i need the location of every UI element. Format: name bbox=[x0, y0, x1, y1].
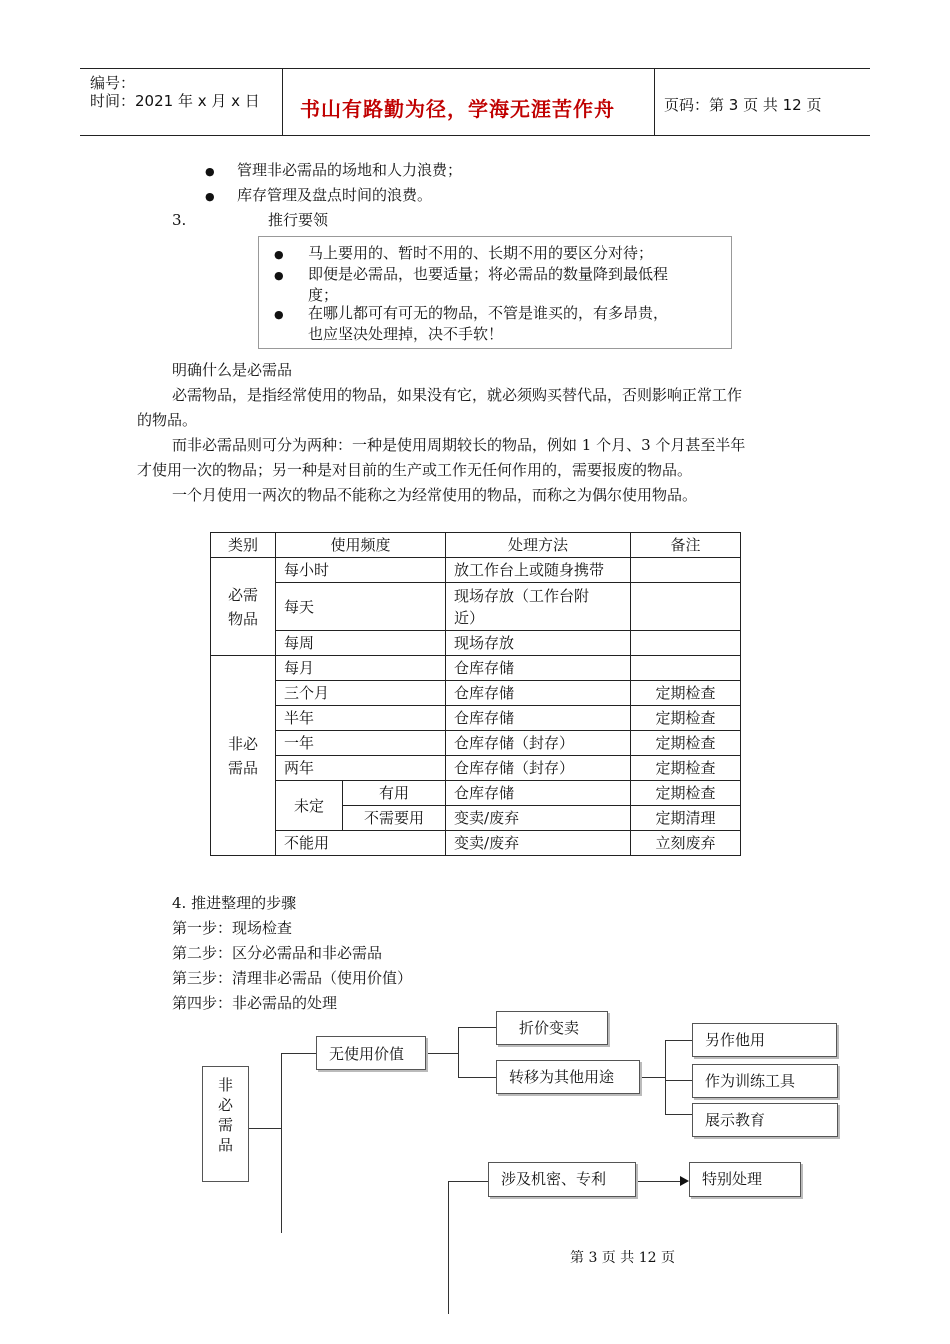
table-cell-frequency: 有用 bbox=[343, 781, 446, 806]
table-cell-note: 定期检查 bbox=[631, 706, 741, 731]
category-label: 非必 bbox=[227, 734, 258, 753]
header-divider-2 bbox=[654, 68, 655, 136]
category-necessary bbox=[211, 558, 276, 656]
paragraph-unnecessary: 而非必需品则可分为两种：一种是使用周期较长的物品，例如 1 个月、3 个月甚至半年 bbox=[172, 436, 746, 454]
table-row bbox=[211, 731, 741, 756]
step-3: 第三步：清理非必需品（使用价值） bbox=[172, 969, 413, 987]
method-line: 现场存放（工作台附 bbox=[454, 586, 590, 605]
connector-line bbox=[281, 1053, 316, 1054]
diagram-display-education: 展示教育 bbox=[692, 1103, 838, 1137]
table-cell-frequency: 三个月 bbox=[276, 681, 446, 706]
table-cell-frequency: 半年 bbox=[276, 706, 446, 731]
section4-title: 4. 推进整理的步骤 bbox=[172, 894, 297, 912]
diagram-transfer: 转移为其他用途 bbox=[496, 1060, 640, 1094]
box-bullet-dot: ● bbox=[274, 308, 284, 321]
table-cell-method: 仓库存储（封存） bbox=[446, 731, 631, 756]
bullet-text: 库存管理及盘点时间的浪费。 bbox=[237, 186, 433, 204]
arrow-head-icon bbox=[680, 1176, 689, 1186]
table-cell-frequency: 每月 bbox=[276, 656, 446, 681]
section3-number: 3. bbox=[172, 211, 187, 229]
table-cell-frequency: 每小时 bbox=[276, 558, 446, 583]
root-char: 品 bbox=[217, 1136, 233, 1154]
table-cell-note: 定期检查 bbox=[631, 781, 741, 806]
diagram-special-handling: 特别处理 bbox=[689, 1162, 801, 1197]
page-footer: 第 3 页 共 12 页 bbox=[570, 1250, 675, 1266]
table-cell-method: 现场存放 bbox=[446, 631, 631, 656]
table-header-row bbox=[211, 533, 741, 558]
step-1: 第一步：现场检查 bbox=[172, 919, 293, 937]
table-row bbox=[211, 631, 741, 656]
box-bullet-dot: ● bbox=[274, 269, 284, 282]
table-cell-note: 定期检查 bbox=[631, 756, 741, 781]
table-cell-frequency: 每天 bbox=[276, 583, 446, 631]
root-char: 必 bbox=[217, 1096, 233, 1114]
table-header-cell: 类别 bbox=[211, 533, 276, 558]
root-char: 需 bbox=[217, 1116, 233, 1134]
connector-line bbox=[458, 1077, 496, 1078]
category-label: 必需 bbox=[227, 585, 258, 604]
table-cell-method: 仓库存储（封存） bbox=[446, 756, 631, 781]
table-cell-method: 变卖/废弃 bbox=[446, 831, 631, 856]
bullet-dot: ● bbox=[205, 190, 215, 203]
category-label: 物品 bbox=[227, 609, 258, 628]
header-motto: 书山有路勤为径，学海无涯苦作舟 bbox=[300, 97, 615, 121]
arrow-line bbox=[636, 1181, 680, 1182]
connector-line bbox=[426, 1053, 458, 1054]
table-cell-frequency: 两年 bbox=[276, 756, 446, 781]
category-unnecessary bbox=[211, 656, 276, 856]
table-cell-note bbox=[631, 656, 741, 681]
paragraph-necessary: 必需物品，是指经常使用的物品，如果没有它，就必须购买替代品，否则影响正常工作 bbox=[172, 386, 743, 404]
table-row bbox=[211, 656, 741, 681]
method-line: 近） bbox=[454, 608, 485, 627]
diagram-other-use: 另作他用 bbox=[692, 1023, 837, 1057]
box-item-1: 马上要用的、暂时不用的、长期不用的要区分对待； bbox=[308, 244, 654, 262]
table-header-cell: 备注 bbox=[631, 533, 741, 558]
table-row bbox=[211, 583, 741, 631]
table-cell-frequency: 一年 bbox=[276, 731, 446, 756]
paragraph-unnecessary-cont: 才使用一次的物品；另一种是对目前的生产或工作无任何作用的，需要报废的物品。 bbox=[137, 461, 693, 479]
connector-line bbox=[458, 1027, 459, 1077]
table-row bbox=[211, 706, 741, 731]
connector-line bbox=[640, 1077, 665, 1078]
box-item-2-cont: 度； bbox=[308, 286, 339, 304]
box-item-3: 在哪儿都可有可无的物品，不管是谁买的，有多昂贵， bbox=[308, 304, 669, 322]
table-cell-method: 仓库存储 bbox=[446, 706, 631, 731]
table-cell-note: 定期清理 bbox=[631, 806, 741, 831]
table-cell-note bbox=[631, 558, 741, 583]
root-char: 非 bbox=[217, 1076, 233, 1094]
table-cell-method bbox=[446, 583, 631, 631]
table-cell-frequency: 不能用 bbox=[276, 831, 446, 856]
table-row bbox=[211, 681, 741, 706]
step-4: 第四步：非必需品的处理 bbox=[172, 994, 338, 1012]
diagram-secret-patent: 涉及机密、专利 bbox=[488, 1162, 636, 1197]
step-2: 第二步：区分必需品和非必需品 bbox=[172, 944, 383, 962]
header-time: 时间：2021 年 x 月 x 日 bbox=[90, 92, 260, 110]
connector-line bbox=[448, 1181, 449, 1314]
frequency-table bbox=[210, 532, 741, 856]
table-header-cell: 处理方法 bbox=[446, 533, 631, 558]
table-row bbox=[211, 558, 741, 583]
diagram-training-tool: 作为训练工具 bbox=[692, 1064, 838, 1098]
connector-line bbox=[281, 1053, 282, 1233]
paragraph-occasional: 一个月使用一两次的物品不能称之为经常使用的物品，而称之为偶尔使用物品。 bbox=[172, 486, 698, 504]
paragraph-heading: 明确什么是必需品 bbox=[172, 361, 293, 379]
header-top-rule bbox=[80, 68, 870, 69]
connector-line bbox=[665, 1114, 692, 1115]
table-cell-method: 仓库存储 bbox=[446, 656, 631, 681]
category-label: 需品 bbox=[227, 758, 258, 777]
connector-line bbox=[448, 1181, 488, 1182]
table-cell-note bbox=[631, 631, 741, 656]
connector-line bbox=[458, 1027, 496, 1028]
header-divider-1 bbox=[282, 68, 283, 136]
bullet-dot: ● bbox=[205, 165, 215, 178]
diagram-no-value: 无使用价值 bbox=[316, 1036, 426, 1070]
table-cell-method: 放工作台上或随身携带 bbox=[446, 558, 631, 583]
table-row bbox=[211, 781, 741, 806]
diagram-root-unnecessary bbox=[202, 1066, 249, 1182]
table-cell-note: 定期检查 bbox=[631, 681, 741, 706]
table-cell-method: 仓库存储 bbox=[446, 681, 631, 706]
table-cell-note: 定期检查 bbox=[631, 731, 741, 756]
connector-line bbox=[249, 1128, 281, 1129]
diagram-discount-sale: 折价变卖 bbox=[496, 1011, 608, 1045]
table-cell-method: 变卖/废弃 bbox=[446, 806, 631, 831]
table-cell-undecided: 未定 bbox=[276, 781, 343, 831]
header-page-info: 页码：第 3 页 共 12 页 bbox=[664, 96, 822, 114]
table-header-cell: 使用频度 bbox=[276, 533, 446, 558]
paragraph-necessary-cont: 的物品。 bbox=[137, 411, 198, 429]
header-bottom-rule bbox=[80, 135, 870, 136]
table-cell-frequency: 不需要用 bbox=[343, 806, 446, 831]
box-bullet-dot: ● bbox=[274, 248, 284, 261]
box-item-2: 即便是必需品，也要适量；将必需品的数量降到最低程 bbox=[308, 265, 669, 283]
table-cell-frequency: 每周 bbox=[276, 631, 446, 656]
table-cell-method: 仓库存储 bbox=[446, 781, 631, 806]
bullet-text: 管理非必需品的场地和人力浪费； bbox=[237, 161, 463, 179]
table-cell-note: 立刻废弃 bbox=[631, 831, 741, 856]
connector-line bbox=[665, 1040, 666, 1114]
table-row bbox=[211, 831, 741, 856]
connector-line bbox=[665, 1080, 692, 1081]
section3-title: 推行要领 bbox=[268, 211, 329, 229]
connector-line bbox=[665, 1040, 692, 1041]
header-number-label: 编号： bbox=[90, 74, 136, 92]
box-item-3-cont: 也应坚决处理掉，决不手软！ bbox=[308, 325, 504, 343]
table-row bbox=[211, 756, 741, 781]
table-cell-note bbox=[631, 583, 741, 631]
